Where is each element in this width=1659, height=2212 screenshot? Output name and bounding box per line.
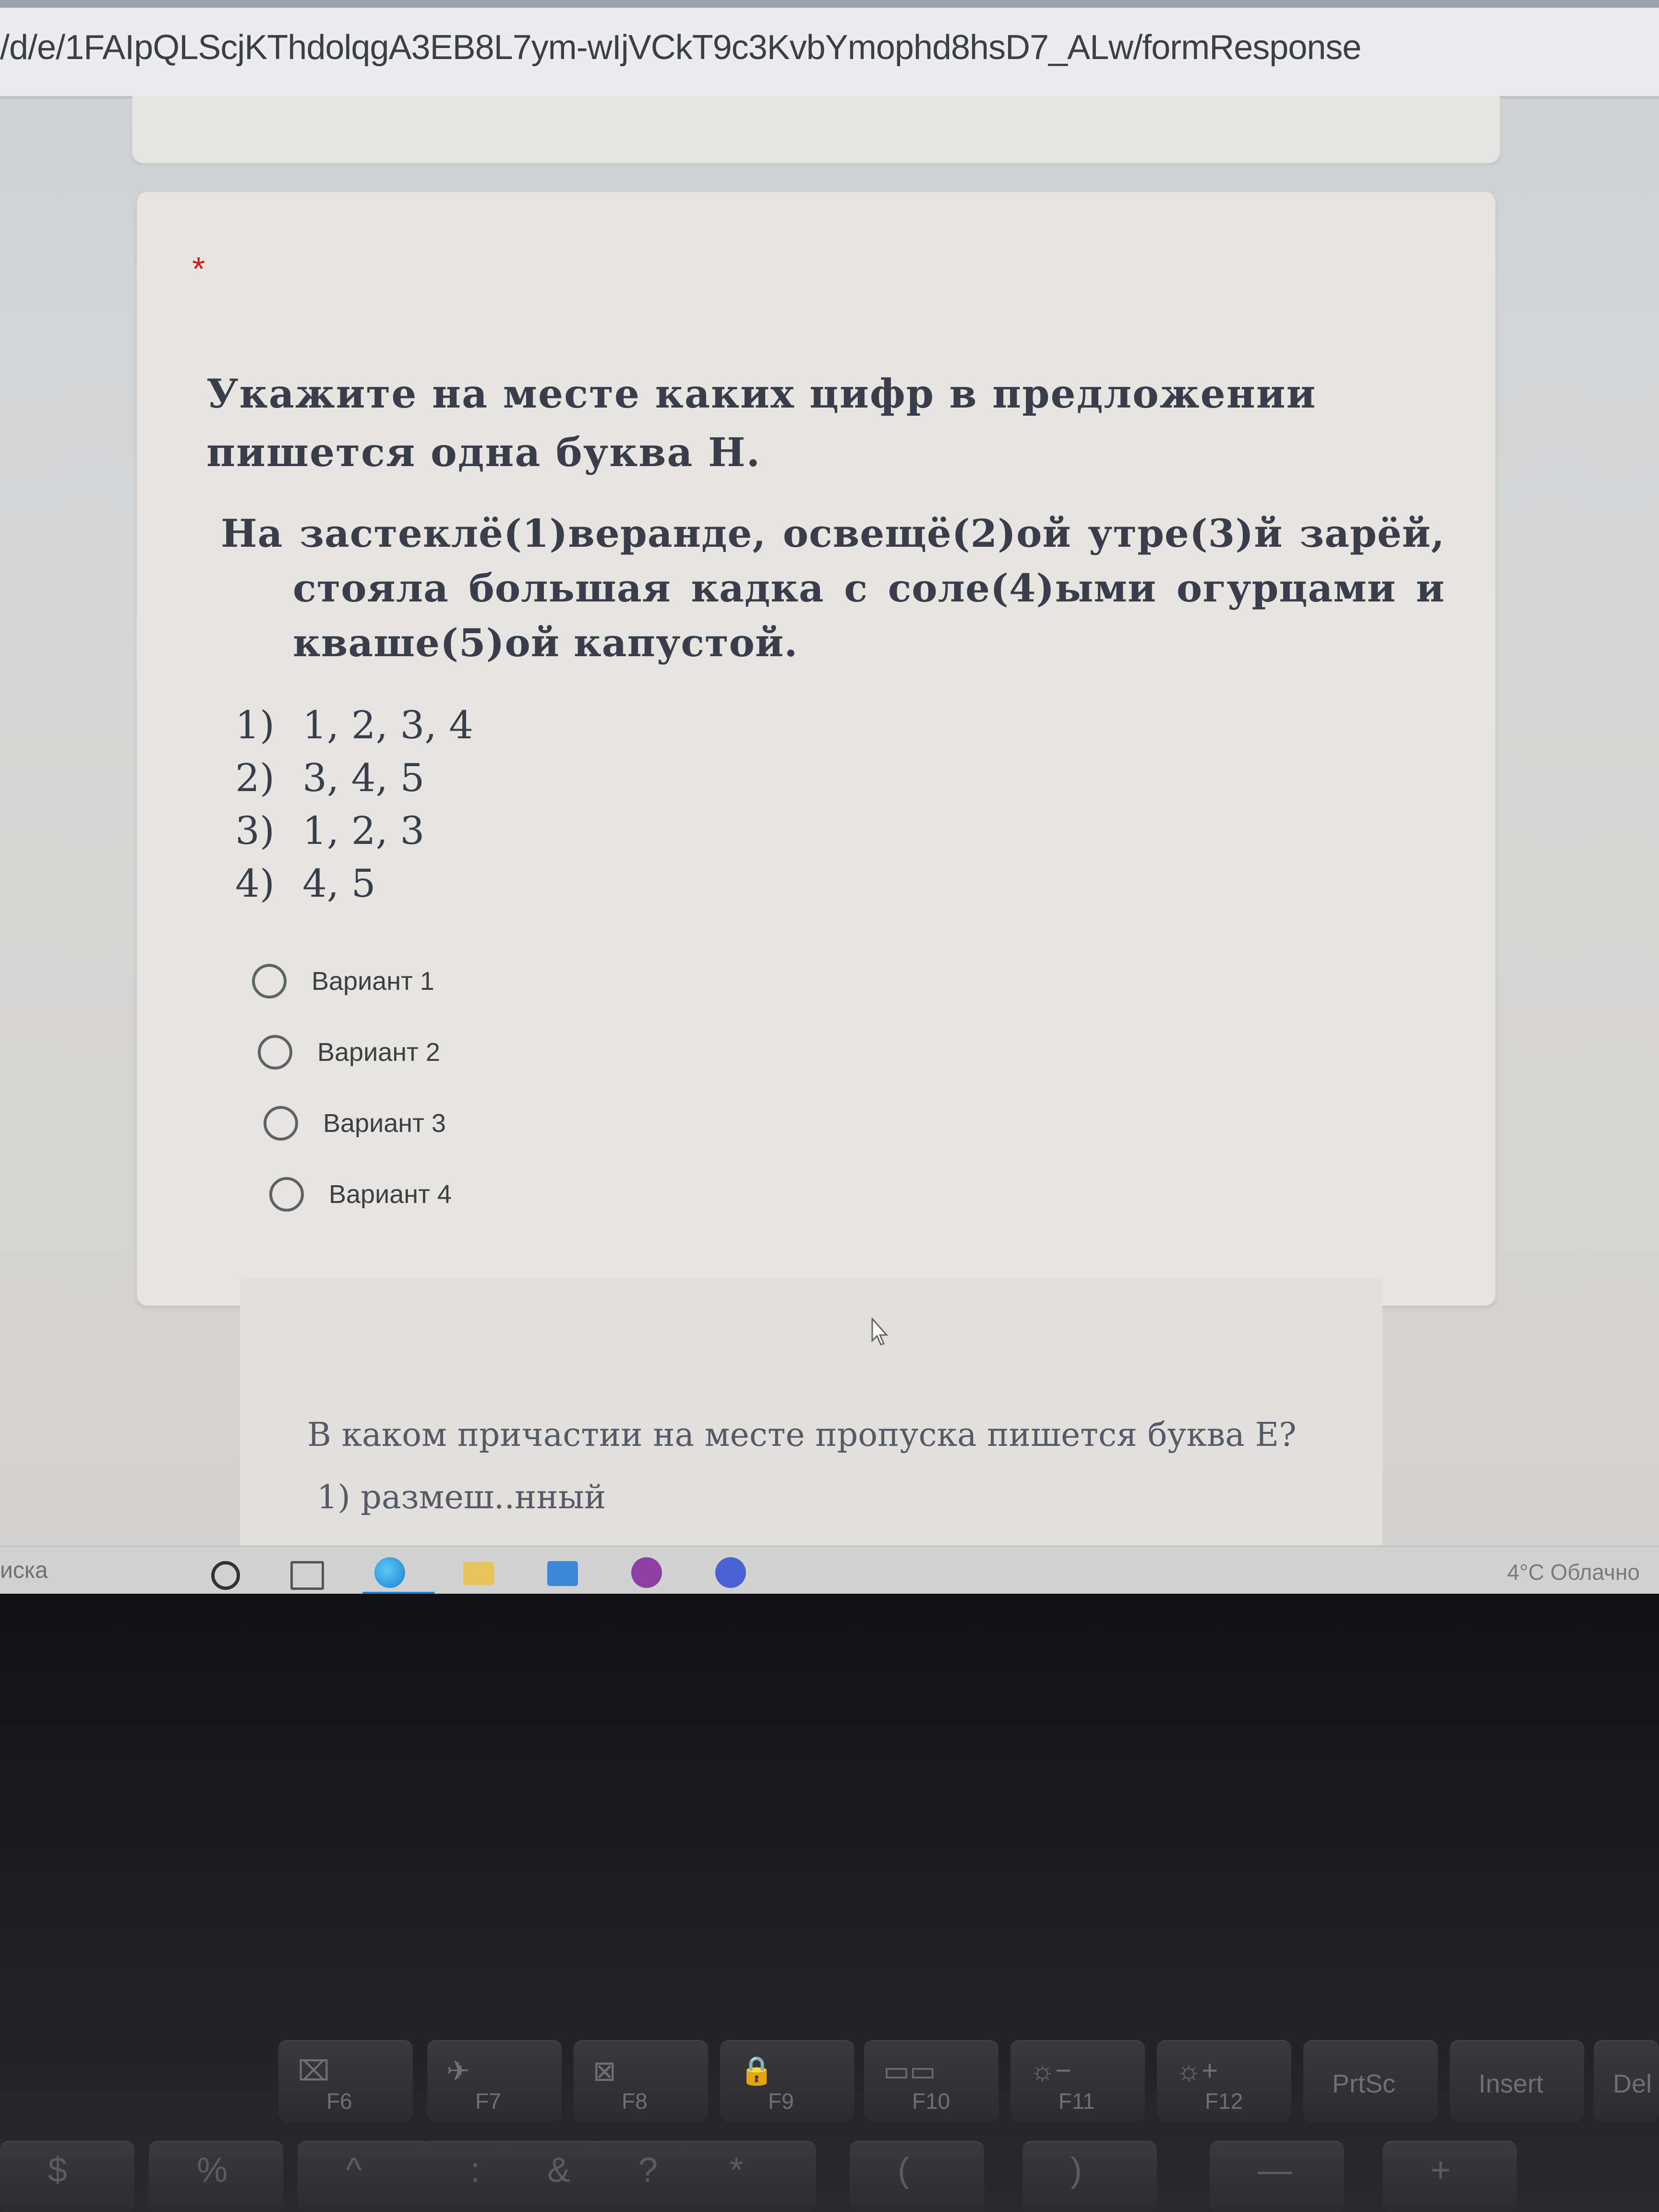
key-label: F8 bbox=[622, 2089, 648, 2114]
key-label: F9 bbox=[768, 2089, 794, 2114]
key-plus bbox=[1382, 2141, 1517, 2212]
key-label: F6 bbox=[326, 2089, 352, 2114]
answer-choice bbox=[235, 699, 1445, 752]
choice-text: 1, 2, 3, 4 bbox=[302, 703, 474, 747]
key-glyph: : bbox=[470, 2151, 481, 2189]
display-switch-icon: ▭▭ bbox=[883, 2056, 936, 2087]
key-caret bbox=[298, 2141, 432, 2212]
answer-choice bbox=[235, 857, 1445, 910]
choice-text: 1, 2, 3 bbox=[302, 808, 425, 853]
radio-button[interactable] bbox=[269, 1177, 304, 1212]
key-f10 bbox=[864, 2040, 998, 2122]
choice-text: 3, 4, 5 bbox=[302, 756, 425, 800]
key-label: F12 bbox=[1205, 2089, 1243, 2114]
key-glyph: — bbox=[1258, 2151, 1292, 2189]
key-glyph: $ bbox=[48, 2151, 68, 2189]
camera-off-icon: ⊠ bbox=[593, 2056, 616, 2087]
question-sentence: На застеклё(1)веранде, освещё(2)ой утре(3)й зарёй, стояла большая кадка с соле(4)ыми огурцами и кваше(5)ой капустой. bbox=[221, 511, 1445, 665]
radio-option-3[interactable] bbox=[264, 1088, 452, 1159]
radio-label[interactable]: Вариант 4 bbox=[329, 1180, 452, 1209]
next-question-choice: 1) размеш..нный bbox=[317, 1479, 606, 1516]
radio-option-4[interactable] bbox=[269, 1159, 452, 1230]
question-task-image bbox=[206, 365, 1445, 910]
browser-top-strip bbox=[0, 0, 1659, 8]
key-paren-close bbox=[1022, 2141, 1157, 2212]
question-title: Укажите на месте каких цифр в предложении пишется одна буква Н. bbox=[206, 371, 1317, 476]
radio-label[interactable]: Вариант 3 bbox=[323, 1109, 446, 1138]
key-percent bbox=[149, 2141, 283, 2212]
answer-choice bbox=[235, 752, 1445, 805]
answer-choice bbox=[235, 805, 1445, 857]
radio-option-2[interactable] bbox=[258, 1017, 452, 1088]
key-prtsc bbox=[1303, 2040, 1438, 2122]
mail-icon[interactable] bbox=[547, 1561, 578, 1586]
weather-widget[interactable]: 4°C Облачно bbox=[1507, 1560, 1640, 1585]
pinned-app-icon[interactable] bbox=[715, 1557, 746, 1588]
key-dollar bbox=[0, 2141, 134, 2212]
radio-button[interactable] bbox=[264, 1106, 298, 1141]
next-question-text: В каком причастии на месте пропуска пишется буква Е? bbox=[307, 1416, 1297, 1454]
url-text[interactable]: /d/e/1FAIpQLScjKThdolqgA3EB8L7ym-wIjVCkT9c3KvbYmophd8hsD7_ALw/formResponse bbox=[0, 28, 1361, 67]
key-delete bbox=[1594, 2040, 1659, 2122]
radio-button[interactable] bbox=[258, 1035, 292, 1070]
airplane-mode-icon: ✈ bbox=[446, 2056, 470, 2087]
key-glyph: ? bbox=[638, 2151, 658, 2189]
choice-number: 4) bbox=[235, 861, 275, 906]
answer-choice-list bbox=[235, 699, 1445, 910]
cortana-icon[interactable] bbox=[211, 1561, 240, 1590]
key-glyph: ^ bbox=[346, 2151, 362, 2189]
required-marker: * bbox=[192, 250, 205, 288]
windows-taskbar bbox=[0, 1546, 1659, 1594]
key-label: F7 bbox=[475, 2089, 501, 2114]
choice-number: 1) bbox=[235, 703, 275, 747]
key-f7 bbox=[427, 2040, 562, 2122]
key-label: Del bbox=[1613, 2069, 1652, 2098]
key-glyph: * bbox=[730, 2151, 744, 2189]
previous-question-card bbox=[132, 96, 1500, 163]
key-f12 bbox=[1157, 2040, 1291, 2122]
choice-number: 3) bbox=[235, 808, 275, 853]
brightness-down-icon: ☼− bbox=[1030, 2055, 1072, 2086]
radio-label[interactable]: Вариант 1 bbox=[312, 967, 434, 996]
edge-browser-icon[interactable] bbox=[374, 1557, 405, 1588]
key-label: Insert bbox=[1479, 2069, 1544, 2098]
file-explorer-icon[interactable] bbox=[463, 1562, 494, 1585]
key-paren-open bbox=[850, 2141, 984, 2212]
lock-icon: 🔒 bbox=[739, 2055, 774, 2086]
radio-option-1[interactable] bbox=[252, 946, 452, 1017]
key-glyph: + bbox=[1431, 2151, 1451, 2189]
answer-radio-group bbox=[252, 946, 452, 1230]
touchpad-off-icon: ⌧ bbox=[298, 2056, 330, 2087]
key-glyph: % bbox=[197, 2151, 228, 2189]
brightness-up-icon: ☼+ bbox=[1176, 2055, 1218, 2086]
choice-text: 4, 5 bbox=[302, 861, 376, 906]
key-label: F11 bbox=[1058, 2089, 1095, 2114]
taskbar-search[interactable]: иска bbox=[0, 1558, 48, 1583]
mouse-pointer-icon bbox=[871, 1318, 890, 1346]
key-label: PrtSc bbox=[1332, 2069, 1396, 2098]
key-f6 bbox=[278, 2040, 413, 2122]
key-asterisk bbox=[682, 2141, 816, 2212]
choice-number: 2) bbox=[235, 756, 275, 800]
key-glyph: ( bbox=[898, 2151, 909, 2189]
key-glyph: ) bbox=[1070, 2151, 1082, 2189]
key-insert bbox=[1450, 2040, 1584, 2122]
key-minus bbox=[1210, 2141, 1344, 2212]
radio-button[interactable] bbox=[252, 964, 287, 998]
key-label: F10 bbox=[912, 2089, 950, 2114]
browser-address-bar[interactable] bbox=[0, 0, 1659, 99]
radio-label[interactable]: Вариант 2 bbox=[317, 1038, 440, 1067]
key-f11 bbox=[1010, 2040, 1145, 2122]
task-view-icon[interactable] bbox=[290, 1561, 324, 1590]
pinned-app-icon[interactable] bbox=[631, 1557, 662, 1588]
key-f8 bbox=[574, 2040, 708, 2122]
key-f9 bbox=[720, 2040, 854, 2122]
key-glyph: & bbox=[547, 2151, 571, 2189]
